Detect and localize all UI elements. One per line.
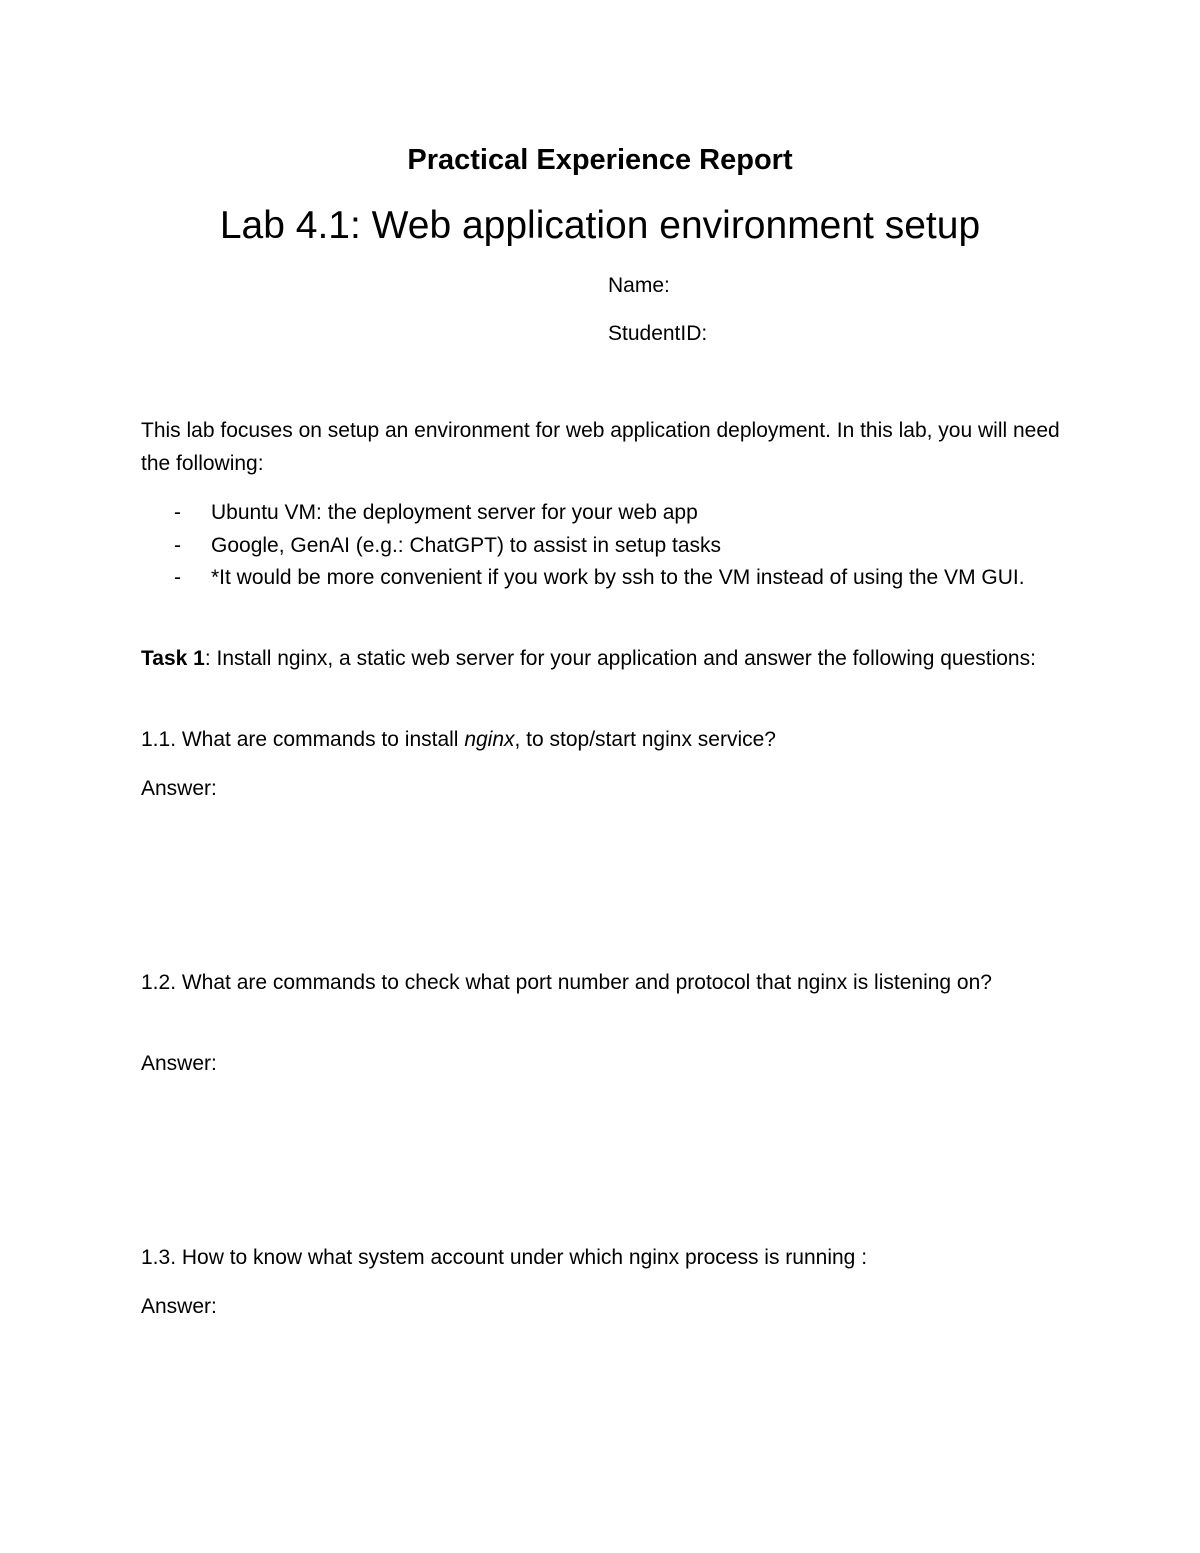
report-title: Practical Experience Report [407, 144, 793, 176]
intro-paragraph: This lab focuses on setup an environment for web application deployment. In this lab, you will need the following: [141, 419, 1060, 475]
answer-1-3-label: Answer: [141, 1295, 217, 1318]
list-item-text: Ubuntu VM: the deployment server for your web app [211, 501, 698, 524]
question-1-1-prefix: 1.1. What are commands to install [141, 728, 465, 751]
dash-bullet-marker: - [174, 501, 181, 524]
list-item-text: Google, GenAI (e.g.: ChatGPT) to assist in setup tasks [211, 533, 722, 557]
answer-1-2-label: Answer: [141, 1052, 217, 1075]
question-1-1-suffix: , to stop/start nginx service? [514, 728, 776, 751]
question-1-1 [141, 724, 1061, 757]
list-item [141, 497, 1061, 530]
task-1-text: : Install nginx, a static web server for your application and answer the following questions: [204, 647, 1036, 670]
task-1-paragraph [141, 643, 1061, 676]
requirements-list [141, 497, 1061, 595]
student-id-label: StudentID: [608, 322, 708, 345]
dash-bullet-marker: - [174, 533, 181, 557]
list-item [141, 562, 1061, 595]
list-item-text: *It would be more convenient if you work by ssh to the VM instead of using the VM GUI. [211, 566, 1025, 589]
question-1-1-emphasis: nginx [464, 728, 515, 751]
task-1-label: Task 1 [141, 647, 205, 670]
dash-bullet-marker: - [174, 566, 181, 589]
lab-title: Lab 4.1: Web application environment setup [219, 204, 981, 247]
answer-1-1-label: Answer: [141, 777, 217, 800]
question-1-2: 1.2. What are commands to check what port number and protocol that nginx is listening on? [141, 971, 992, 994]
name-label: Name: [608, 274, 670, 297]
list-item [141, 530, 1061, 563]
question-1-3: 1.3. How to know what system account under which nginx process is running : [141, 1246, 868, 1269]
